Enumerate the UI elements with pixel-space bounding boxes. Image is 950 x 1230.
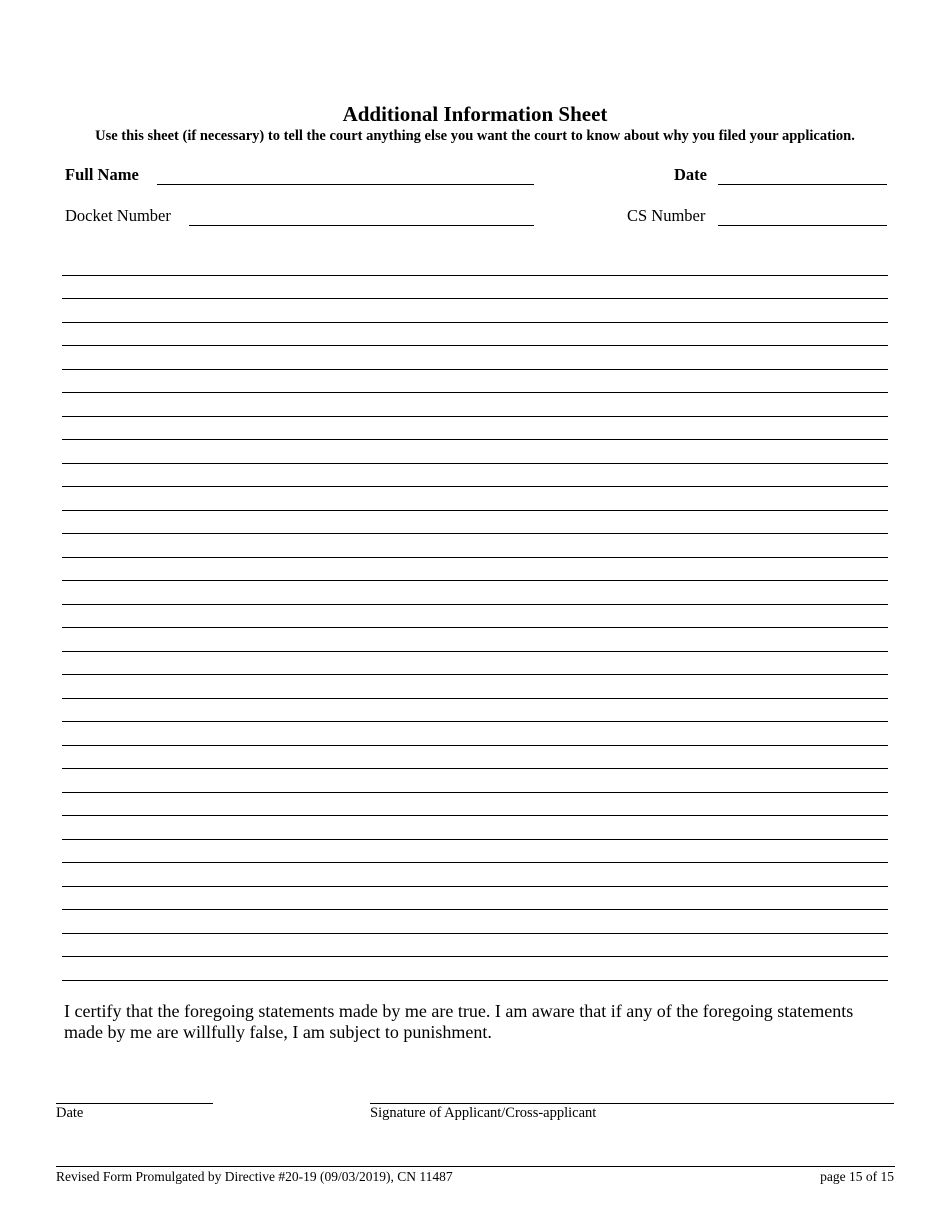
writing-line — [62, 392, 888, 393]
signature-label: Signature of Applicant/Cross-applicant — [370, 1105, 597, 1121]
writing-line — [62, 416, 888, 417]
writing-line — [62, 533, 888, 534]
writing-line — [62, 792, 888, 793]
writing-line — [62, 322, 888, 323]
writing-line — [62, 557, 888, 558]
writing-line — [62, 815, 888, 816]
signature-field[interactable] — [370, 1103, 894, 1104]
writing-line — [62, 956, 888, 957]
writing-line — [62, 862, 888, 863]
writing-line — [62, 768, 888, 769]
date-field[interactable] — [718, 184, 887, 185]
writing-line — [62, 298, 888, 299]
certification-statement: I certify that the foregoing statements made by me are true. I am aware that if any of the foregoing statements made by me are willfully false, I am subject to punishment. — [64, 1001, 854, 1042]
form-instructions: Use this sheet (if necessary) to tell the court anything else you want the court to know about why you filed your application. — [95, 128, 855, 144]
footer-revision: Revised Form Promulgated by Directive #20-19 (09/03/2019), CN 11487 — [56, 1169, 453, 1184]
signature-date-label: Date — [56, 1105, 84, 1121]
signature-date-field[interactable] — [56, 1103, 213, 1104]
writing-line — [62, 651, 888, 652]
writing-line — [62, 510, 888, 511]
cs-number-field[interactable] — [718, 225, 887, 226]
writing-line — [62, 463, 888, 464]
full-name-field[interactable] — [157, 184, 534, 185]
docket-number-label: Docket Number — [65, 206, 171, 225]
form-title: Additional Information Sheet — [342, 102, 608, 126]
writing-line — [62, 886, 888, 887]
writing-line — [62, 439, 888, 440]
writing-line — [62, 980, 888, 981]
footer-divider — [56, 1166, 895, 1167]
writing-line — [62, 909, 888, 910]
writing-line — [62, 698, 888, 699]
writing-line — [62, 580, 888, 581]
cs-number-label: CS Number — [627, 206, 706, 225]
writing-line — [62, 369, 888, 370]
writing-line — [62, 486, 888, 487]
writing-line — [62, 604, 888, 605]
page-number: page 15 of 15 — [820, 1169, 894, 1184]
writing-line — [62, 275, 888, 276]
writing-line — [62, 839, 888, 840]
docket-number-field[interactable] — [189, 225, 534, 226]
full-name-label: Full Name — [65, 165, 139, 184]
writing-line — [62, 933, 888, 934]
writing-line — [62, 721, 888, 722]
writing-line — [62, 627, 888, 628]
writing-line — [62, 674, 888, 675]
writing-line — [62, 745, 888, 746]
writing-line — [62, 345, 888, 346]
date-label: Date — [674, 165, 707, 184]
